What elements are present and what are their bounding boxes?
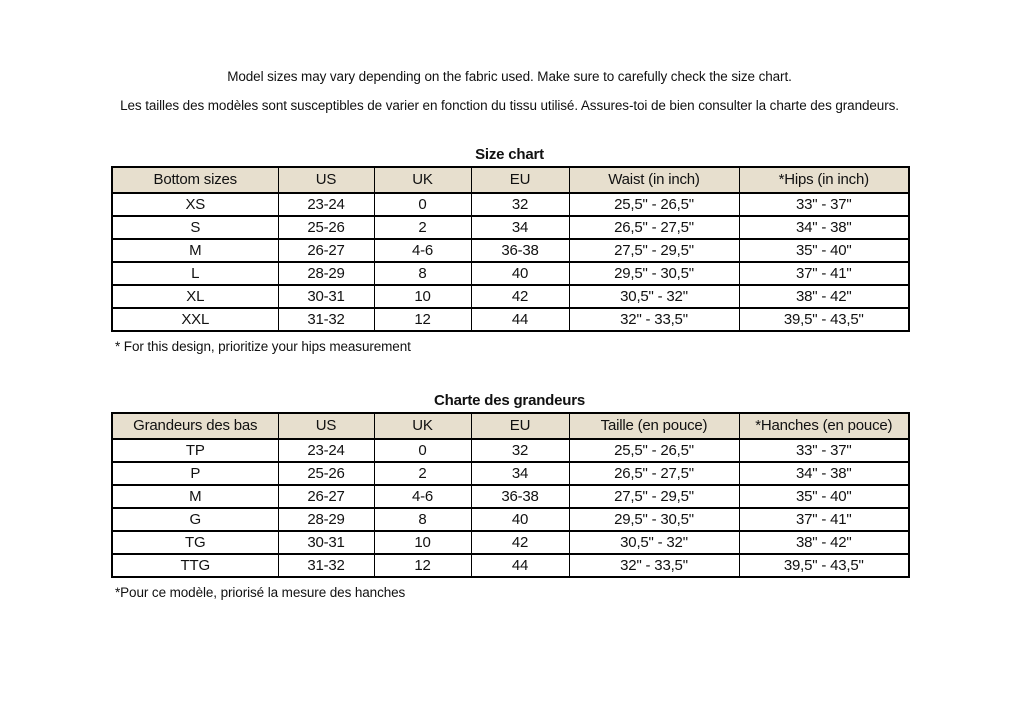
table-cell: 25-26 xyxy=(278,216,374,239)
table-cell: 27,5" - 29,5" xyxy=(569,239,739,262)
table-cell: 38" - 42" xyxy=(739,531,909,554)
table-cell: 30,5" - 32" xyxy=(569,285,739,308)
table-cell: 30-31 xyxy=(278,285,374,308)
table-cell: 44 xyxy=(471,308,569,331)
size-chart-en-title: Size chart xyxy=(475,146,544,164)
table-cell: 8 xyxy=(374,262,471,285)
column-header: UK xyxy=(374,413,471,439)
table-cell: 35" - 40" xyxy=(739,239,909,262)
column-header: Grandeurs des bas xyxy=(112,413,278,439)
table-cell: 12 xyxy=(374,554,471,577)
table-cell: P xyxy=(112,462,278,485)
table-row xyxy=(112,508,909,531)
table-row xyxy=(112,239,909,262)
table-header-row xyxy=(112,413,909,439)
table-cell: 31-32 xyxy=(278,308,374,331)
table-cell: TTG xyxy=(112,554,278,577)
table-cell: 44 xyxy=(471,554,569,577)
table-cell: 26-27 xyxy=(278,485,374,508)
table-cell: 34" - 38" xyxy=(739,216,909,239)
size-chart-fr-table xyxy=(111,412,910,578)
table-body xyxy=(112,439,909,577)
note-en: Model sizes may vary depending on the fabric used. Make sure to carefully check the size chart. xyxy=(227,69,792,84)
table-cell: M xyxy=(112,485,278,508)
table-row xyxy=(112,193,909,216)
table-row xyxy=(112,262,909,285)
table-cell: 23-24 xyxy=(278,193,374,216)
size-chart-fr-footnote: *Pour ce modèle, priorisé la mesure des hanches xyxy=(115,584,406,600)
table-cell: 33" - 37" xyxy=(739,193,909,216)
table-cell: 23-24 xyxy=(278,439,374,462)
table-cell: 36-38 xyxy=(471,239,569,262)
table-row xyxy=(112,462,909,485)
size-chart-en-table xyxy=(111,166,910,332)
table-cell: 40 xyxy=(471,262,569,285)
table-cell: 0 xyxy=(374,193,471,216)
table-row xyxy=(112,285,909,308)
table-head xyxy=(112,413,909,439)
table-cell: 25,5" - 26,5" xyxy=(569,193,739,216)
table-cell: 33" - 37" xyxy=(739,439,909,462)
table-cell: 28-29 xyxy=(278,262,374,285)
table-cell: 31-32 xyxy=(278,554,374,577)
column-header: *Hanches (en pouce) xyxy=(739,413,909,439)
table-head xyxy=(112,167,909,193)
note-fr: Les tailles des modèles sont susceptibles de varier en fonction du tissu utilisé. Assures-toi de bien consulter la charte des grandeurs. xyxy=(120,97,899,113)
table-cell: 37" - 41" xyxy=(739,508,909,531)
table-header-row xyxy=(112,167,909,193)
table-cell: 4-6 xyxy=(374,485,471,508)
table-cell: 25-26 xyxy=(278,462,374,485)
table-cell: 2 xyxy=(374,216,471,239)
table-body xyxy=(112,193,909,331)
table-cell: 34" - 38" xyxy=(739,462,909,485)
column-header: Taille (en pouce) xyxy=(569,413,739,439)
table-cell: 10 xyxy=(374,285,471,308)
table-row xyxy=(112,216,909,239)
size-chart-fr-title: Charte des grandeurs xyxy=(433,391,586,409)
table-cell: 42 xyxy=(471,531,569,554)
column-header: Bottom sizes xyxy=(112,167,278,193)
table-row xyxy=(112,485,909,508)
column-header: Waist (in inch) xyxy=(569,167,739,193)
table-cell: TP xyxy=(112,439,278,462)
table-cell: 30-31 xyxy=(278,531,374,554)
table-cell: S xyxy=(112,216,278,239)
table-cell: 38" - 42" xyxy=(739,285,909,308)
table-cell: XL xyxy=(112,285,278,308)
column-header: UK xyxy=(374,167,471,193)
column-header: EU xyxy=(471,167,569,193)
column-header: *Hips (in inch) xyxy=(739,167,909,193)
table-cell: 29,5" - 30,5" xyxy=(569,508,739,531)
table-cell: XS xyxy=(112,193,278,216)
table-cell: 0 xyxy=(374,439,471,462)
table-cell: 30,5" - 32" xyxy=(569,531,739,554)
table-cell: 37" - 41" xyxy=(739,262,909,285)
table-cell: 32" - 33,5" xyxy=(569,308,739,331)
table-cell: 26,5" - 27,5" xyxy=(569,216,739,239)
column-header: US xyxy=(278,413,374,439)
table-cell: M xyxy=(112,239,278,262)
table-cell: 32 xyxy=(471,193,569,216)
table-cell: 42 xyxy=(471,285,569,308)
table-cell: 34 xyxy=(471,216,569,239)
table-row xyxy=(112,531,909,554)
table-cell: 4-6 xyxy=(374,239,471,262)
table-cell: 39,5" - 43,5" xyxy=(739,554,909,577)
table-cell: 27,5" - 29,5" xyxy=(569,485,739,508)
table-row xyxy=(112,554,909,577)
table-cell: 32 xyxy=(471,439,569,462)
table-cell: 25,5" - 26,5" xyxy=(569,439,739,462)
table-row xyxy=(112,308,909,331)
table-cell: 36-38 xyxy=(471,485,569,508)
table-cell: L xyxy=(112,262,278,285)
table-cell: TG xyxy=(112,531,278,554)
table-cell: 40 xyxy=(471,508,569,531)
table-cell: 28-29 xyxy=(278,508,374,531)
size-chart-document xyxy=(111,0,908,600)
table-cell: 2 xyxy=(374,462,471,485)
table-cell: 34 xyxy=(471,462,569,485)
table-cell: 26,5" - 27,5" xyxy=(569,462,739,485)
table-cell: 29,5" - 30,5" xyxy=(569,262,739,285)
size-chart-fr-section xyxy=(111,393,908,600)
table-cell: XXL xyxy=(112,308,278,331)
table-cell: 32" - 33,5" xyxy=(569,554,739,577)
table-cell: 10 xyxy=(374,531,471,554)
column-header: EU xyxy=(471,413,569,439)
size-chart-en-footnote: * For this design, prioritize your hips measurement xyxy=(115,338,411,354)
size-chart-en-section xyxy=(111,147,908,354)
table-cell: 8 xyxy=(374,508,471,531)
table-cell: 35" - 40" xyxy=(739,485,909,508)
column-header: US xyxy=(278,167,374,193)
table-cell: 12 xyxy=(374,308,471,331)
table-row xyxy=(112,439,909,462)
table-cell: 26-27 xyxy=(278,239,374,262)
table-cell: 39,5" - 43,5" xyxy=(739,308,909,331)
table-cell: G xyxy=(112,508,278,531)
